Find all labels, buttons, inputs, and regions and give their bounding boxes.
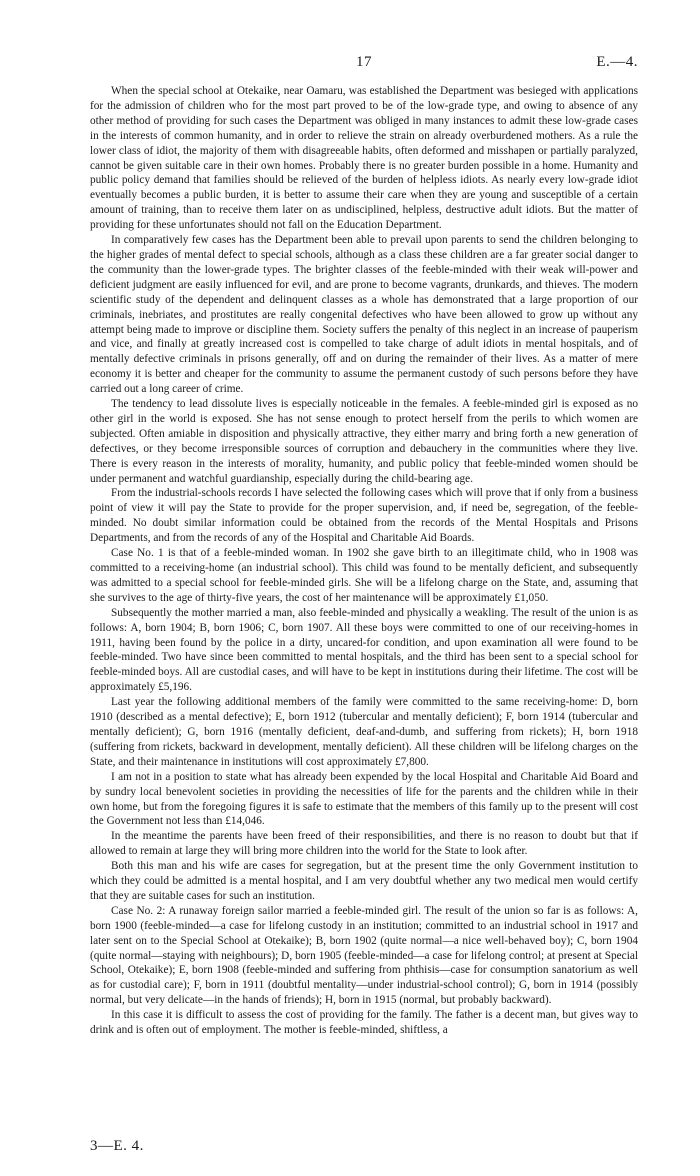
paragraph: In this case it is difficult to assess the cost of providing for the family. The father is a decent man, but gives way to drink and is often out of employment. The mother is feeble-minded, shiftless, a bbox=[90, 1009, 638, 1037]
printer-signature: 3—E. 4. bbox=[90, 1138, 144, 1154]
paragraph: I am not in a position to state what has already been expended by the local Hospital and Charitable Aid Board and by sundry local benevolent societies in providing the necessities of life for the parents and the children while in their own home, but from the foregoing figures it is safe to estimate that the members of this family up to the present will cost the Government not less than £14,046. bbox=[90, 770, 638, 828]
paragraph: Both this man and his wife are cases for segregation, but at the present time the only Government institution to which they could be admitted is a mental hospital, and I am very doubtful whether any two medical men would certify that they are suitable cases for such an institution. bbox=[90, 860, 638, 902]
paragraph: From the industrial-schools records I have selected the following cases which will prove that if only from a business point of view it will pay the State to provide for the proper supervision, and, if need be, segregation, of the feeble-minded. No doubt similar information could be obtained from the records of the Mental Hospitals and Prisons Departments, and from the records of any of the Hospital and Charitable Aid Boards. bbox=[90, 487, 638, 545]
paragraph: Case No. 1 is that of a feeble-minded woman. In 1902 she gave birth to an illegitimate child, who in 1908 was committed to a receiving-home (an industrial school). This child was found to be mentally deficient, and subsequently was admitted to a special school for feeble-minded girls. She will be a lifelong charge on the State, and, assuming that she survives to the age of thirty-five years, the cost of her maintenance will be approximately £1,050. bbox=[90, 547, 638, 604]
paragraph: Subsequently the mother married a man, also feeble-minded and physically a weakling. The result of the union is as follows: A, born 1904; B, born 1906; C, born 1907. All these boys were committed to one of our receiving-homes in 1911, having been found by the police in a dirty, uncared-for condition, and upon examination all were found to be feeble-minded. Two have since been committed to mental hospitals, and the third has been sent to a special school for feeble-minded boys. All are custodial cases, and will have to be kept in institutions during their lifetime. The cost will be approximately £5,196. bbox=[90, 606, 638, 694]
paragraph: The tendency to lead dissolute lives is especially noticeable in the females. A feeble-minded girl is exposed as no other girl in the world is exposed. She has not sense enough to protect herself from the perils to which women are subjected. Often amiable in disposition and physically attractive, they either marry and bring forth a new generation of defectives, or they become irresponsible sources of corruption and debauchery in the communities where they live. There is every reason in the interests of morality, humanity, and public policy that feeble-minded women should be under permanent and watchful guardianship, especially during the child-bearing age. bbox=[90, 398, 638, 485]
paragraph: In the meantime the parents have been freed of their responsibilities, and there is no reason to doubt but that if allowed to remain at large they will bring more children into the world for the State to look after. bbox=[90, 830, 638, 858]
paragraph: When the special school at Otekaike, near Oamaru, was established the Department was besieged with applications for the admission of children who for the most part proved to be of the low-grade type, and owing to absence of any other method of providing for such cases the Department was obliged in many instances to admit these low-grade cases in the interests of common humanity, and in order to relieve the strain on already overburdened mothers. As a rule the lower class of idiot, the majority of them with disagreeable habits, often deformed and misshapen or partially paralyzed, cannot be given suitable care in their own homes. Probably there is no greater burden possible in a home. Humanity and public policy demand that families should be relieved of the burden of helpless idiots. As nearly every low-grade idiot eventually becomes a public burden, it is better to assume their care when they are young and susceptible of a certain amount of training, than to receive them later on as undisciplined, helpless, destructive adult idiots. But the matter of providing for these unfortunates should not fall on the Education Department. bbox=[90, 85, 638, 232]
body-text bbox=[90, 84, 638, 1038]
page-header bbox=[90, 54, 638, 76]
document-reference: E.—4. bbox=[596, 54, 638, 70]
page-number: 17 bbox=[356, 54, 372, 70]
paragraph: Last year the following additional members of the family were committed to the same receiving-home: D, born 1910 (described as a mental defective); E, born 1912 (tubercular and mentally deficient); F, born 1914 (tubercular and mentally deficient); G, born 1916 (mentally deficient, deaf-and-dumb, and suffering from rickets); H, born 1918 (suffering from rickets, backward in development, mentally deficient). All these children will be lifelong charges on the State, and their maintenance in institutions will cost approximately £7,800. bbox=[90, 696, 638, 768]
paragraph: In comparatively few cases has the Department been able to prevail upon parents to send the children belonging to the higher grades of mental defect to special schools, although as a class these children are a far greater social danger to the community than the lower-grade types. The brighter classes of the feeble-minded with their weak will-power and deficient judgment are easily influenced for evil, and are prone to become vagrants, drunkards, and thieves. The modern scientific study of the dependent and delinquent classes as a whole has demonstrated that a large proportion of our criminals, inebriates, and prostitutes are really congenital defectives who have been allowed to grow up without any attempt being made to improve or discipline them. Society suffers the penalty of this neglect in an increase of pauperism and vice, and finally at greatly increased cost is compelled to take charge of adult idiots in mental hospitals, and of mentally defective criminals in prisons generally, off and on during the remainder of their lives. As a matter of mere economy it is better and cheaper for the community to assume the permanent custody of such persons before they have carried out a long career of crime. bbox=[90, 234, 638, 396]
paragraph: Case No. 2: A runaway foreign sailor married a feeble-minded girl. The result of the union so far is as follows: A, born 1900 (feeble-minded—a case for lifelong custody in an institution; committed to an industrial school in 1917 and later sent on to the Special School at Otekaike); B, born 1902 (quite normal—a nice well-behaved boy); C, born 1904 (quite normal—staying with neighbours); D, born 1905 (feeble-minded—a case for lifelong control; at present at Special School, Otekaike); E, born 1908 (feeble-minded and suffering from phthisis—case for consumption sanatorium as well as for custodial care); F, born in 1911 (doubtful mentality—under industrial-school control); G, born in 1914 (possibly normal, but very delicate—in the hands of friends); H, born in 1915 (normal, but probably backward). bbox=[90, 904, 638, 1007]
